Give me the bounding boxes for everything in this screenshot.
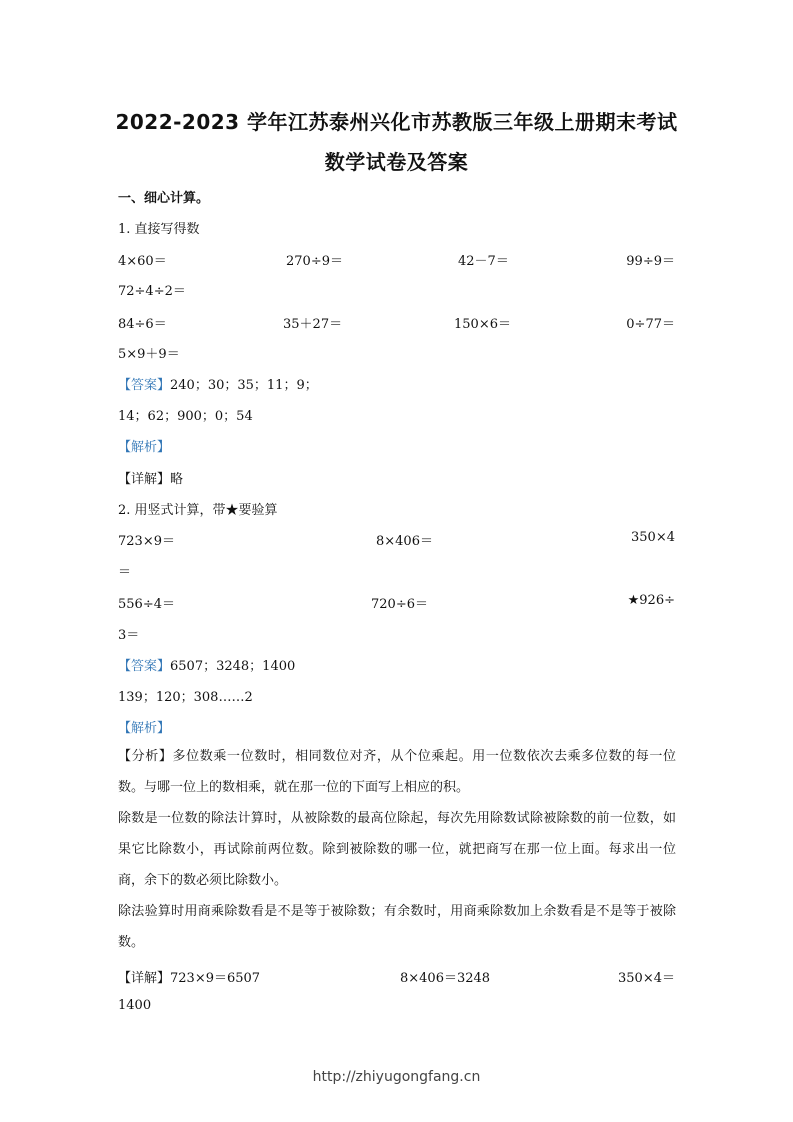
q1-problem: 270÷9＝: [286, 254, 343, 269]
document-title-line-2: 数学试卷及答案: [324, 150, 469, 174]
q1-detail: 【详解】略: [118, 472, 184, 487]
section-heading: 一、细心计算。: [118, 191, 210, 206]
q2-problem: 720÷6＝: [371, 597, 428, 612]
answer-tag: 【答案】: [118, 378, 171, 393]
q1-problem: 4×60＝: [118, 254, 167, 269]
q1-problem: 99÷9＝: [626, 254, 675, 269]
q2-problem: ★926÷: [627, 593, 675, 608]
q2-answer-continued: 139；120；308……2: [118, 690, 253, 705]
analysis-paragraph: 除法验算时用商乘除数看是不是等于被除数；有余数时，用商乘除数加上余数看是不是等于被除数。: [118, 904, 676, 950]
answer-text: 240；30；35；11；9；: [170, 378, 318, 393]
q2-detail: 【详解】723×9＝6507: [118, 971, 261, 986]
question-2-label: 2. 用竖式计算，带★要验算: [118, 503, 278, 518]
answer-tag: 【答案】: [118, 659, 171, 674]
q2-detail-continued: 1400: [118, 998, 152, 1013]
q2-problem: 556÷4＝: [118, 597, 175, 612]
q1-problem: 35＋27＝: [283, 317, 343, 332]
analysis-paragraph: 【分析】多位数乘一位数时，相同数位对齐，从个位乘起。用一位数依次去乘多位数的每一位数。与哪一位上的数相乘，就在那一位的下面写上相应的积。: [118, 749, 676, 795]
q2-problem: 723×9＝: [118, 534, 175, 549]
q2-detail: 8×406＝3248: [400, 971, 491, 986]
q1-problem: 72÷4÷2＝: [118, 284, 186, 299]
q2-analysis-tag: 【解析】: [118, 721, 171, 736]
document-title-line-1: 2022-2023 学年江苏泰州兴化市苏教版三年级上册期末考试: [115, 110, 678, 134]
q1-answer: [118, 374, 318, 393]
q1-answer-continued: 14；62；900；0；54: [118, 409, 253, 424]
q1-problem: 84÷6＝: [118, 317, 167, 332]
question-1-label: 1. 直接写得数: [118, 222, 200, 237]
q1-problem: 0÷77＝: [626, 317, 675, 332]
q2-answer: [118, 655, 295, 674]
analysis-paragraph: 除数是一位数的除法计算时，从被除数的最高位除起，每次先用除数试除被除数的前一位数，如果它比除数小，再试除前两位数。除到被除数的哪一位，就把商写在那一位上面。每求出一位商，余下的数必须比除数小。: [118, 811, 676, 888]
footer-url: http://zhiyugongfang.cn: [312, 1069, 481, 1085]
q2-problem: ＝: [118, 565, 132, 580]
q2-problem: 3＝: [118, 628, 140, 643]
q2-detail: 350×4＝: [618, 971, 675, 986]
q2-problem: 350×4: [631, 530, 675, 545]
answer-text: 6507；3248；1400: [170, 659, 296, 674]
q1-problem: 150×6＝: [454, 317, 511, 332]
q2-problem: 8×406＝: [376, 534, 433, 549]
q1-problem: 42－7＝: [458, 254, 509, 269]
q1-problem: 5×9＋9＝: [118, 347, 180, 362]
q1-analysis-tag: 【解析】: [118, 440, 171, 455]
